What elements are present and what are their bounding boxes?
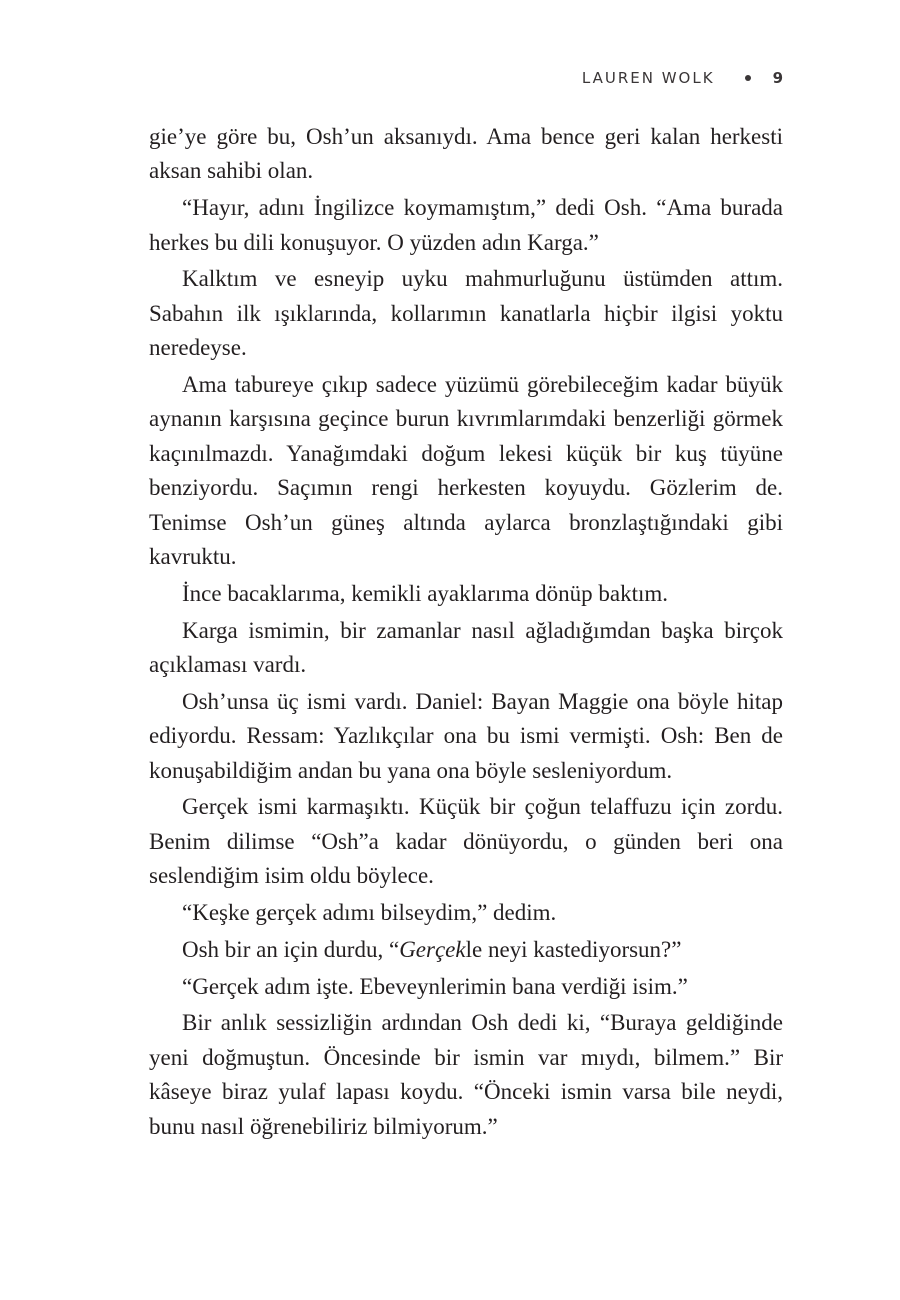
bullet-separator-icon — [745, 75, 751, 81]
paragraph-12: Bir anlık sessizliğin ardından Osh dedi ki, “Buraya geldiğinde yeni doğmuştun. Öncesinde bir ismin var mıydı, bilmem.” Bir kâseye biraz yulaf lapası koydu. “Önceki ismin varsa bile neydi, bunu nasıl öğrenebiliriz bilmiyorum.” — [149, 1010, 783, 1139]
paragraph-10-start: Osh bir an için durdu, “ — [182, 936, 400, 962]
running-head-author: LAUREN WOLK — [581, 69, 715, 87]
paragraph-10-italic: Gerçek — [399, 936, 466, 962]
paragraph-7: Osh’unsa üç ismi vardı. Daniel: Bayan Maggie ona böyle hitap ediyordu. Ressam: Yazlıkçılar ona bu ismi vermişti. Osh: Ben de konuşabildiğim andan bu yana ona böyle sesleniyordum. — [149, 688, 783, 783]
paragraph-3: Kalktım ve esneyip uyku mahmurluğunu üstümden attım. Sabahın ilk ışıklarında, kollarımın kanatlarla hiçbir ilgisi yoktu neredeyse. — [149, 266, 783, 361]
paragraph-2: “Hayır, adını İngilizce koymamıştım,” dedi Osh. “Ama burada herkes bu dili konuşuyor. O yüzden adın Karga.” — [149, 195, 783, 255]
paragraph-6: Karga ismimin, bir zamanlar nasıl ağladığımdan başka birçok açıklaması vardı. — [149, 617, 783, 678]
paragraph-5: İnce bacaklarıma, kemikli ayaklarıma dönüp baktım. — [182, 580, 669, 606]
page-number: 9 — [772, 69, 783, 87]
paragraph-9: “Keşke gerçek adımı bilseydim,” dedim. — [182, 900, 557, 926]
body-text — [149, 120, 783, 1146]
paragraph-10-end: le neyi kastediyorsun?” — [465, 936, 682, 962]
paragraph-1: gie’ye göre bu, Osh’un aksanıydı. Ama bence geri kalan herkesti aksan sahibi olan. — [149, 124, 783, 184]
running-head — [582, 64, 783, 92]
paragraph-10 — [149, 933, 783, 970]
paragraph-11: “Gerçek adım işte. Ebeveynlerimin bana verdiği isim.” — [182, 973, 688, 999]
paragraph-8: Gerçek ismi karmaşıktı. Küçük bir çoğun telaffuzu için zordu. Benim dilimse “Osh”a kadar dönüyordu, o günden beri ona seslendiğim isim oldu böylece. — [149, 794, 783, 889]
paragraph-4: Ama tabureye çıkıp sadece yüzümü görebileceğim kadar büyük aynanın karşısına geçince burun kıvrımlarımdaki benzerliği görmek kaçınılmazdı. Yanağımdaki doğum lekesi küçük bir kuş tüyüne benziyordu. Saçımın rengi herkesten koyuydu. Gözlerim de. Tenimse Osh’un güneş altında aylarca bronzlaştığındaki gibi kavruktu. — [149, 372, 783, 570]
